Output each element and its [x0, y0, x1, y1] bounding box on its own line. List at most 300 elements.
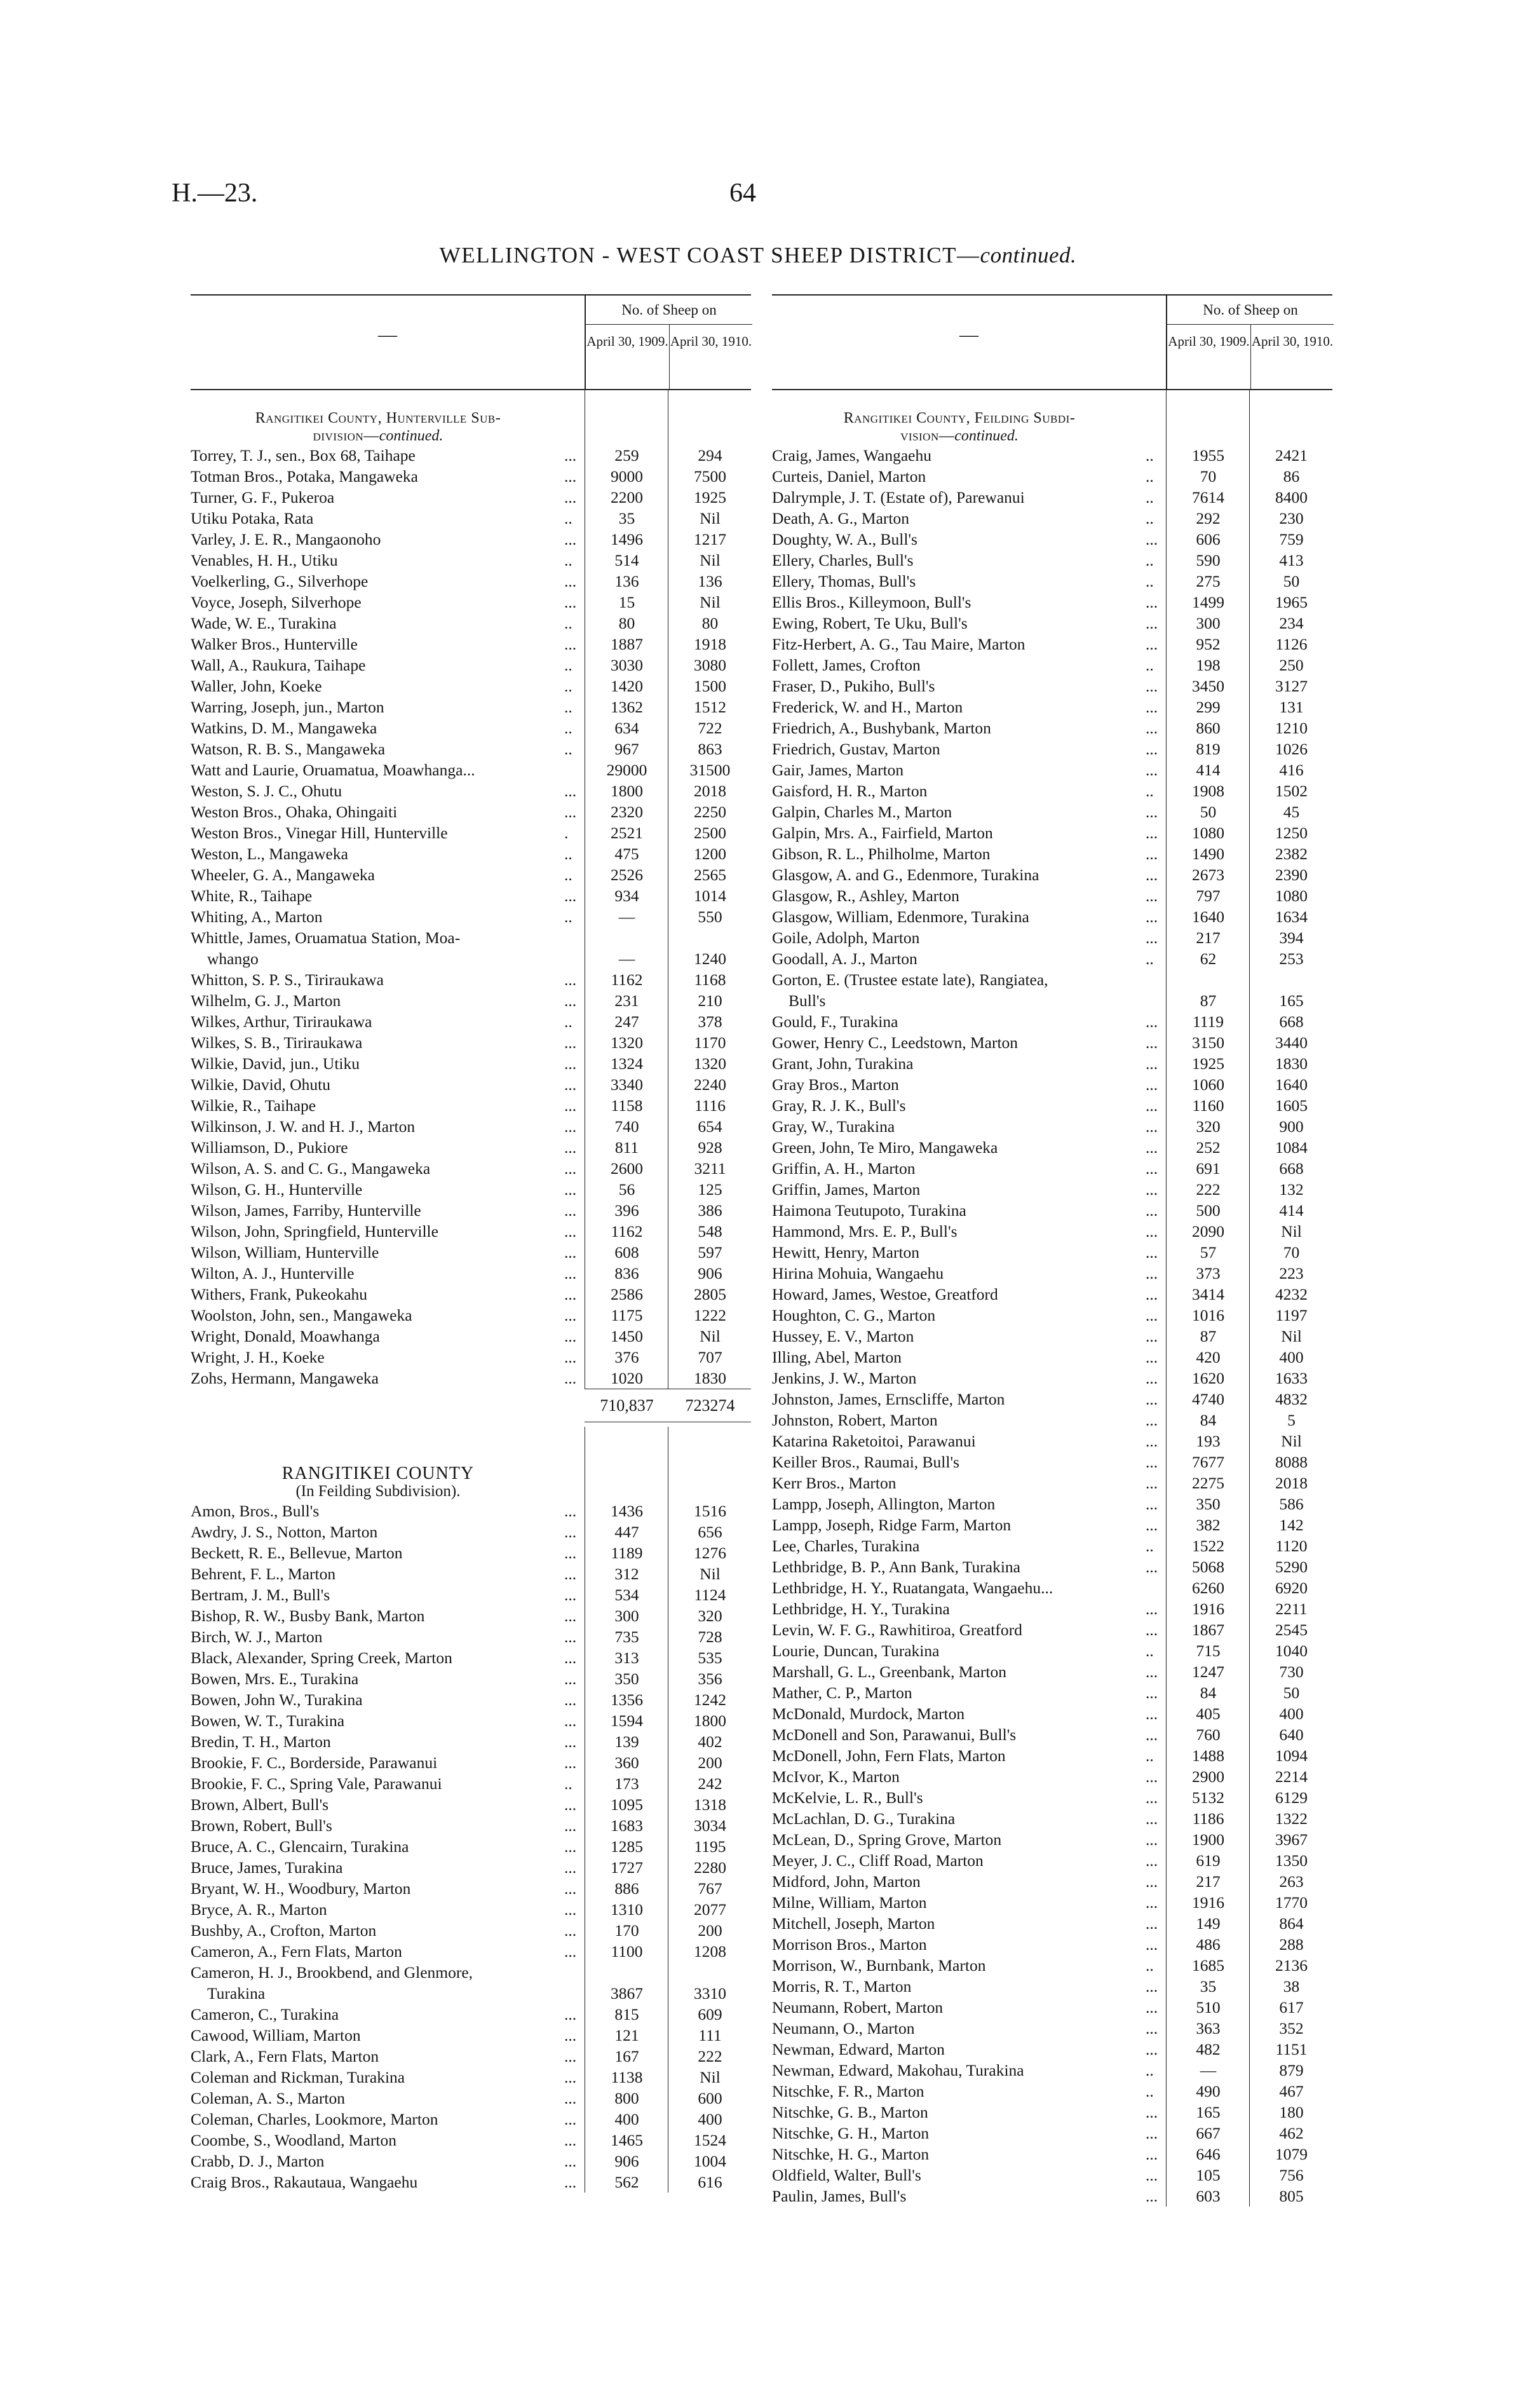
table-row [772, 1032, 1332, 1053]
holder-name: Gaisford, H. R., Marton [772, 782, 928, 800]
sheep-1910: 722 [698, 719, 722, 737]
sheep-1909: — [1200, 2061, 1217, 2079]
table-row [772, 1410, 1332, 1431]
holder-name: Wilson, James, Farriby, Hunterville [191, 1201, 421, 1220]
holder-name: Craig, James, Wangaehu [772, 446, 931, 465]
sheep-1910: Nil [700, 509, 721, 527]
sheep-1909: 193 [1196, 1432, 1221, 1450]
table-row [772, 885, 1332, 906]
page-title: WELLINGTON - WEST COAST SHEEP DISTRICT—continued. [439, 243, 1077, 268]
leader-dots: ... [564, 1138, 577, 1157]
sheep-1910: 550 [698, 908, 722, 926]
sheep-1909: 819 [1196, 740, 1221, 758]
sheep-1909: 1594 [611, 1711, 643, 1730]
holder-name: Wade, W. E., Turakina [191, 614, 337, 632]
table-row [772, 1682, 1332, 1703]
holder-name: Whiting, A., Marton [191, 908, 323, 926]
leader-dots: ... [1146, 1893, 1158, 1912]
leader-dots: ... [1146, 1306, 1158, 1324]
sheep-1910: 1195 [694, 1837, 726, 1856]
holder-name: Jenkins, J. W., Marton [772, 1369, 917, 1387]
sheep-1909: 360 [614, 1753, 639, 1772]
leader-dots: ... [564, 1921, 577, 1940]
leader-dots: ... [564, 2131, 577, 2149]
holder-name: Hammond, Mrs. E. P., Bull's [772, 1222, 958, 1241]
sheep-1909: 606 [1196, 530, 1221, 548]
sheep-1910: 3127 [1275, 677, 1308, 695]
leader-dots: ... [564, 1243, 577, 1262]
table-row [191, 466, 751, 487]
table-row [772, 2102, 1332, 2123]
table-row [772, 822, 1332, 843]
sheep-1909: 121 [614, 2026, 639, 2044]
table-row [772, 1095, 1332, 1116]
holder-name: Beckett, R. E., Bellevue, Marton [191, 1544, 403, 1562]
table-row [772, 1745, 1332, 1766]
holder-name: Bryant, W. H., Woodbury, Marton [191, 1879, 411, 1898]
table-row [191, 550, 751, 571]
leader-dots: ... [564, 1816, 577, 1835]
sheep-1909: 35 [618, 509, 635, 527]
leader-dots: ... [1146, 2166, 1158, 2184]
holder-name: Mitchell, Joseph, Marton [772, 1914, 935, 1933]
sheep-1910: 131 [1279, 698, 1304, 716]
sheep-1910: Nil [700, 551, 721, 569]
sheep-1909: 797 [1196, 887, 1221, 905]
sheep-1910: 2500 [694, 824, 726, 842]
sheep-1910: 1605 [1275, 1096, 1308, 1115]
sheep-1909: 1800 [611, 782, 643, 800]
table-row [772, 1934, 1332, 1955]
sheep-1910: 400 [698, 2110, 722, 2128]
column-header [191, 294, 751, 390]
table-row [772, 634, 1332, 655]
table-row [772, 1808, 1332, 1829]
sheep-1910: 3080 [694, 656, 726, 674]
leader-dots: ... [564, 488, 577, 507]
holder-name: Watt and Laurie, Oruamatua, Moawhanga... [191, 761, 475, 779]
holder-name: Doughty, W. A., Bull's [772, 530, 917, 548]
holder-name: Woolston, John, sen., Mangaweka [191, 1306, 412, 1324]
sheep-1910: 1094 [1275, 1746, 1308, 1765]
table-row [772, 1158, 1332, 1179]
table-row [772, 1955, 1332, 1976]
leader-dots: ... [564, 2173, 577, 2191]
table-row [772, 2039, 1332, 2060]
table-row [191, 445, 751, 466]
holder-name: Bredin, T. H., Marton [191, 1732, 331, 1751]
table-row [191, 1752, 751, 1773]
holder-name: McDonell and Son, Parawanui, Bull's [772, 1725, 1017, 1744]
leader-dots: ... [564, 1942, 577, 1961]
sheep-1910: 402 [698, 1732, 722, 1751]
holder-name: Weston Bros., Ohaka, Ohingaiti [191, 803, 398, 821]
leader-dots: .. [564, 866, 572, 884]
holder-name: Nitschke, F. R., Marton [772, 2082, 924, 2100]
holder-name: Lampp, Joseph, Ridge Farm, Marton [772, 1516, 1012, 1534]
table-row [191, 1368, 751, 1389]
sheep-1910: 80 [701, 614, 719, 632]
sheep-1909: 373 [1196, 1264, 1221, 1282]
table-row [191, 2025, 751, 2046]
leader-dots: .. [1146, 1956, 1154, 1975]
sheep-1909: 405 [1196, 1704, 1221, 1723]
leader-dots: ... [1146, 1180, 1158, 1199]
holder-name: Wilkie, R., Taihape [191, 1096, 316, 1115]
leader-dots: ... [564, 1159, 577, 1178]
sheep-1909: 222 [1196, 1180, 1221, 1199]
leader-dots: ... [564, 2089, 577, 2107]
sheep-1909: 1499 [1192, 593, 1224, 611]
table-row [772, 1221, 1332, 1242]
sheep-1910: 70 [1283, 1243, 1300, 1262]
sheep-1909: 259 [614, 446, 639, 465]
leader-dots: ... [564, 1690, 577, 1709]
sheep-1910: 1918 [694, 635, 726, 653]
table-row [191, 1626, 751, 1647]
sheep-1909: 62 [1200, 949, 1217, 968]
leader-dots: ... [564, 1096, 577, 1115]
table-row [191, 1500, 751, 1521]
sheep-1910: 180 [1279, 2103, 1304, 2121]
holder-name: McKelvie, L. R., Bull's [772, 1788, 923, 1807]
leader-dots: ... [1146, 887, 1158, 905]
holder-name: Wilson, G. H., Hunterville [191, 1180, 363, 1199]
holder-name: Green, John, Te Miro, Mangaweka [772, 1138, 998, 1157]
leader-dots: .. [564, 1012, 572, 1031]
holder-name: Bertram, J. M., Bull's [191, 1586, 330, 1604]
table-row [191, 676, 751, 697]
leader-dots: ... [1146, 1285, 1158, 1303]
sheep-1909: 396 [614, 1201, 639, 1220]
holder-name: Bruce, A. C., Glencairn, Turakina [191, 1837, 409, 1856]
sheep-1909: 836 [614, 1264, 639, 1282]
table-row [191, 1158, 751, 1179]
holder-name: Torrey, T. J., sen., Box 68, Taihape [191, 446, 416, 465]
sheep-1910: 597 [698, 1243, 722, 1262]
sheep-1909: 9000 [611, 467, 643, 486]
sheep-1910: 356 [698, 1670, 722, 1688]
table-row [191, 1284, 751, 1305]
sheep-1909: 84 [1200, 1684, 1217, 1702]
sheep-1910: 288 [1279, 1935, 1304, 1954]
holder-name: Wilhelm, G. J., Marton [191, 991, 341, 1010]
holder-name: Paulin, James, Bull's [772, 2187, 907, 2205]
holder-name: Warring, Joseph, jun., Marton [191, 698, 384, 716]
sheep-1909: 1916 [1192, 1893, 1224, 1912]
table-row [191, 1200, 751, 1221]
sheep-1910: 1276 [694, 1544, 726, 1562]
sheep-1909: 350 [614, 1670, 639, 1688]
holder-name: Clark, A., Fern Flats, Marton [191, 2047, 379, 2065]
holder-name: Wilson, William, Hunterville [191, 1243, 379, 1262]
sheep-1909: — [618, 908, 635, 926]
holder-name: Whitton, S. P. S., Tiriraukawa [191, 970, 384, 989]
table-row [772, 1263, 1332, 1284]
sheep-1910: 2077 [694, 1900, 726, 1919]
left-table [191, 294, 751, 2193]
sheep-1910: 1040 [1275, 1642, 1308, 1660]
sheep-1909: 2673 [1192, 866, 1224, 884]
table-row [191, 1116, 751, 1137]
sheep-1909: 56 [618, 1180, 635, 1199]
leader-dots: .. [1146, 551, 1154, 569]
sheep-1909: 475 [614, 845, 639, 863]
table-row [772, 1976, 1332, 1997]
sheep-1909: 136 [614, 572, 639, 590]
table-row [191, 718, 751, 738]
sheep-1910: 1318 [694, 1795, 726, 1814]
table-row [191, 1326, 751, 1347]
leader-dots: ... [564, 1732, 577, 1751]
leader-dots: ... [1146, 677, 1158, 695]
year-1909-header: April 30, 1909. [1168, 334, 1250, 349]
sheep-1910: 200 [698, 1921, 722, 1940]
leader-dots: ... [1146, 1243, 1158, 1262]
sheep-1909: 292 [1196, 509, 1221, 527]
sheep-1910: 234 [1279, 614, 1304, 632]
holder-name: Ellery, Thomas, Bull's [772, 572, 916, 590]
leader-dots: ... [564, 635, 577, 653]
sheep-1909: 619 [1196, 1851, 1221, 1870]
table-row [772, 1661, 1332, 1682]
leader-dots: ... [1146, 2019, 1158, 2037]
holder-name: Johnston, Robert, Marton [772, 1411, 938, 1429]
sheep-1909: 1175 [611, 1306, 643, 1324]
table-row [772, 508, 1332, 529]
sheep-1909: 165 [1196, 2103, 1221, 2121]
leader-dots: ... [564, 1879, 577, 1898]
table-row [191, 1305, 751, 1326]
sheep-1909: 1727 [611, 1858, 643, 1877]
leader-dots: ... [564, 1285, 577, 1303]
table-row [772, 948, 1332, 969]
leader-dots: ... [1146, 530, 1158, 548]
leader-dots: ... [564, 467, 577, 486]
table-row [191, 1857, 751, 1878]
leader-dots: ... [1146, 761, 1158, 779]
holder-name: Wilkinson, J. W. and H. J., Marton [191, 1117, 416, 1136]
leader-dots: .. [564, 719, 572, 737]
sheep-1909: 167 [614, 2047, 639, 2065]
leader-dots: ... [1146, 1809, 1158, 1828]
holder-name: Cameron, A., Fern Flats, Marton [191, 1942, 402, 1961]
sheep-1910: 8400 [1275, 488, 1308, 507]
table-row [772, 1892, 1332, 1913]
table-row [191, 1899, 751, 1920]
leader-dots: ... [1146, 1327, 1158, 1345]
holder-name: Varley, J. E. R., Mangaonoho [191, 530, 381, 548]
leader-dots: . [564, 824, 569, 842]
holder-name: Newman, Edward, Marton [772, 2040, 945, 2058]
sheep-1910: 1222 [694, 1306, 726, 1324]
leader-dots: .. [1146, 949, 1154, 968]
sheep-1909: 667 [1196, 2124, 1221, 2142]
sheep-1910: 1079 [1275, 2145, 1308, 2163]
sheep-1909: 760 [1196, 1725, 1221, 1744]
holder-name: Ellis Bros., Killeymoon, Bull's [772, 593, 971, 611]
holder-name: Wilson, John, Springfield, Hunterville [191, 1222, 438, 1241]
leader-dots: ... [1146, 698, 1158, 716]
leader-dots: ... [1146, 1935, 1158, 1954]
column-header [772, 294, 1332, 390]
leader-dots: ... [564, 1348, 577, 1366]
leader-dots: .. [1146, 1537, 1154, 1555]
leader-dots: ... [564, 2005, 577, 2024]
sheep-1909: 1362 [611, 698, 643, 716]
table-row [191, 927, 751, 969]
sheep-1909: 217 [1196, 929, 1221, 947]
table-row [191, 1521, 751, 1542]
sheep-1910: 2018 [1275, 1474, 1308, 1492]
holder-name: Bowen, Mrs. E., Turakina [191, 1670, 359, 1688]
holder-name: Ellery, Charles, Bull's [772, 551, 914, 569]
holder-name: Wall, A., Raukura, Taihape [191, 656, 366, 674]
sheep-1909: 608 [614, 1243, 639, 1262]
sheep-1910: 1084 [1275, 1138, 1308, 1157]
leader-dots: ... [564, 1502, 577, 1520]
year-1910-header: April 30, 1910. [669, 324, 752, 389]
sheep-1909: 312 [614, 1565, 639, 1583]
sheep-1909: 1310 [611, 1900, 643, 1919]
sheep-1910: 1200 [694, 845, 726, 863]
sheep-1909: 300 [614, 1607, 639, 1625]
table-row [772, 529, 1332, 550]
holder-name: Grant, John, Turakina [772, 1054, 914, 1073]
leader-dots: .. [1146, 509, 1154, 527]
table-row [191, 822, 751, 843]
leader-dots: ... [564, 1565, 577, 1583]
sheep-1910: 3034 [694, 1816, 726, 1835]
sheep-1910: 136 [698, 572, 722, 590]
table-row [191, 613, 751, 634]
leader-dots: ... [564, 1033, 577, 1052]
sheep-1910: 45 [1283, 803, 1300, 821]
sheep-1910: 906 [698, 1264, 722, 1282]
sheep-1909: 1162 [611, 970, 643, 989]
sheep-1910: 548 [698, 1222, 722, 1241]
leader-dots: ... [564, 2047, 577, 2065]
sheep-1910: 1512 [694, 698, 726, 716]
table-row [191, 1605, 751, 1626]
leader-dots: ... [1146, 908, 1158, 926]
sheep-1910: 320 [698, 1607, 722, 1625]
table-row [772, 1514, 1332, 1535]
sheep-1910: Nil [1281, 1222, 1302, 1241]
table-row [772, 1284, 1332, 1305]
sheep-1910: 132 [1279, 1180, 1304, 1199]
holder-name: Marshall, G. L., Greenbank, Marton [772, 1663, 1006, 1681]
sheep-1910: 263 [1279, 1872, 1304, 1891]
holder-name: Wright, Donald, Moawhanga [191, 1327, 380, 1345]
table-row [191, 1836, 751, 1857]
holder-name: Lampp, Joseph, Allington, Marton [772, 1495, 996, 1513]
sheep-1909: 634 [614, 719, 639, 737]
leader-dots: ... [564, 1075, 577, 1094]
leader-dots: ... [1146, 1516, 1158, 1534]
sheep-1910: 1320 [694, 1054, 726, 1073]
table-row [191, 2088, 751, 2109]
sheep-1909: 3030 [611, 656, 643, 674]
leader-dots: ... [564, 970, 577, 989]
table-row [772, 1242, 1332, 1263]
table-row [772, 927, 1332, 948]
table-row [191, 1794, 751, 1815]
sheep-1909: 320 [1196, 1117, 1221, 1136]
sheep-1910: 386 [698, 1201, 722, 1220]
table-row [772, 1493, 1332, 1514]
sheep-1909: 482 [1196, 2040, 1221, 2058]
leader-dots: ... [564, 1222, 577, 1241]
sheep-1909: 646 [1196, 2145, 1221, 2163]
sheep-1909: 1496 [611, 530, 643, 548]
sheep-1909: 173 [614, 1774, 639, 1793]
sheep-1910: 7500 [694, 467, 726, 486]
holder-name: Neumann, Robert, Marton [772, 1998, 944, 2017]
sheep-1909: 50 [1200, 803, 1217, 821]
leader-dots: ... [564, 1858, 577, 1877]
holder-name: Hirina Mohuia, Wangaehu [772, 1264, 944, 1282]
table-row [191, 906, 751, 927]
sheep-1909: 1247 [1192, 1663, 1224, 1681]
sheep-1910: 759 [1279, 530, 1304, 548]
sheep-1910: 165 [1279, 991, 1304, 1010]
holder-name: Follett, James, Crofton [772, 656, 921, 674]
leader-dots: ... [564, 1795, 577, 1814]
sheep-1910: 31500 [689, 761, 731, 779]
leader-dots: ... [1146, 1830, 1158, 1849]
table-row [191, 1179, 751, 1200]
table-row [772, 2018, 1332, 2039]
holder-name: White, R., Taihape [191, 887, 313, 905]
table-row [191, 634, 751, 655]
sheep-1909: 1189 [611, 1544, 643, 1562]
sheep-1910: Nil [700, 593, 721, 611]
table-row [772, 613, 1332, 634]
holder-name: Brown, Robert, Bull's [191, 1816, 332, 1835]
table-row [191, 1710, 751, 1731]
holder-name: Gray Bros., Marton [772, 1075, 899, 1094]
holder-name: Keiller Bros., Raumai, Bull's [772, 1453, 959, 1471]
holder-name: Williamson, D., Pukiore [191, 1138, 348, 1157]
table-row [772, 676, 1332, 697]
name-column-header: — [378, 324, 397, 345]
sheep-1910: 3440 [1275, 1033, 1308, 1052]
sheep-count-header: No. of Sheep on [621, 302, 717, 318]
sheep-1909: 447 [614, 1523, 639, 1541]
table-row [772, 843, 1332, 864]
table-row [191, 738, 751, 759]
sheep-1909: 1900 [1192, 1830, 1224, 1849]
table-row [772, 1640, 1332, 1661]
table-row [772, 487, 1332, 508]
leader-dots: ... [1146, 1977, 1158, 1996]
sheep-1909: 382 [1196, 1516, 1221, 1534]
leader-dots: ... [564, 593, 577, 611]
sheep-1909: 715 [1196, 1642, 1221, 1660]
table-row [191, 1263, 751, 1284]
sheep-1909: 1320 [611, 1033, 643, 1052]
table-row [191, 508, 751, 529]
leader-dots: ... [1146, 593, 1158, 611]
sheep-1910: 3211 [694, 1159, 726, 1178]
leader-dots: .. [564, 614, 572, 632]
holder-name: Fitz-Herbert, A. G., Tau Maire, Marton [772, 635, 1025, 653]
leader-dots: ... [564, 2110, 577, 2128]
sheep-1910: 1242 [694, 1690, 726, 1709]
leader-dots: ... [1146, 866, 1158, 884]
holder-name: Illing, Abel, Marton [772, 1348, 902, 1366]
